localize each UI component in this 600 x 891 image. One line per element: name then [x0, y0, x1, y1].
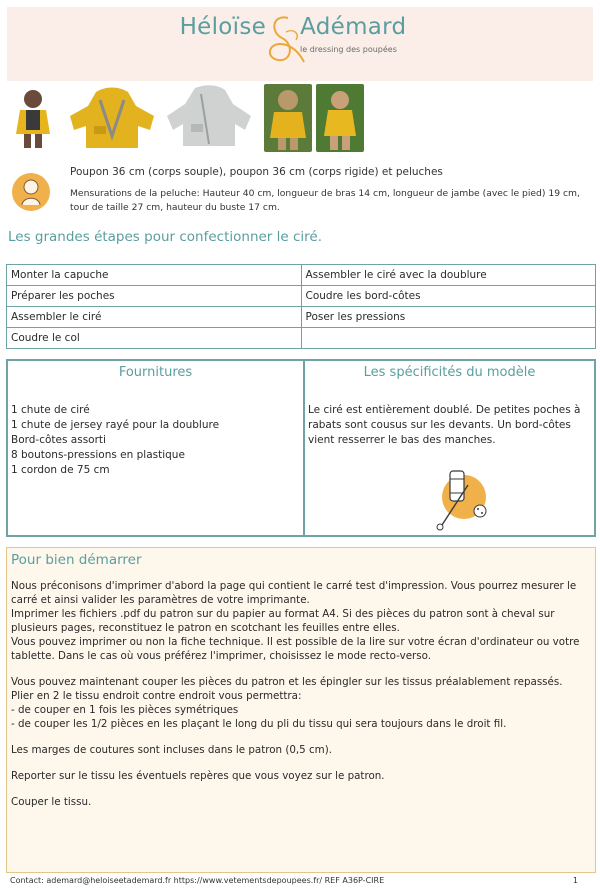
brand-right: Adémard	[300, 14, 407, 40]
paragraph: - de couper en 1 fois les pièces symétriques	[11, 704, 239, 716]
paragraph: Vous pouvez imprimer ou non la fiche technique. Il est possible de la lire sur votre écran d'ordinateur ou votre tablette. Dans le cas où vous préférez l'imprimer, choisissez le mode recto-verso.	[11, 636, 580, 662]
paragraph: Plier en 2 le tissu endroit contre endroit vous permettra:	[11, 690, 302, 702]
table-row	[7, 265, 596, 286]
getting-started-title: Pour bien démarrer	[11, 552, 142, 568]
step-cell	[301, 328, 596, 349]
doll-sizes-text: Poupon 36 cm (corps souple), poupon 36 cm (corps rigide) et peluches	[70, 166, 443, 178]
step-cell: Poser les pressions	[301, 307, 596, 328]
photo-doll-yellow-coat	[10, 86, 56, 152]
doll-size-icon	[11, 172, 51, 212]
footer-contact: Contact: ademard@heloiseetademard.fr https://www.vetementsdepoupees.fr/ REF A36P-CIRE	[10, 876, 385, 885]
photo-plush-yellow-coat	[264, 84, 312, 152]
getting-started-box	[6, 547, 596, 873]
plush-measurements-text: Mensurations de la peluche: Hauteur 40 cm, longueur de bras 14 cm, longueur de jambe (avec le pied) 19 cm, tour de taille 27 cm, hauteur du buste 17 cm.	[70, 188, 580, 213]
brand-name	[0, 14, 586, 40]
paragraph: Couper le tissu.	[11, 796, 92, 808]
list-item: 1 chute de jersey rayé pour la doublure	[11, 419, 220, 431]
photo-doll-garden	[316, 84, 364, 152]
footer	[10, 876, 590, 885]
table-row	[7, 328, 596, 349]
supplies-title: Fournitures	[118, 365, 193, 380]
brand-left: Héloïse	[179, 14, 267, 40]
photo-grey-coat	[165, 84, 255, 150]
paragraph: - de couper les 1/2 pièces en les plaçant le long du pli du tissu qui sera toujours dans le droit fil.	[11, 718, 507, 730]
steps-table	[6, 264, 596, 349]
steps-title: Les grandes étapes pour confectionner le ciré.	[8, 229, 323, 245]
step-cell: Assembler le ciré avec la doublure	[301, 265, 596, 286]
brand-tagline: le dressing des poupées	[300, 45, 397, 54]
step-cell: Préparer les poches	[7, 286, 302, 307]
supplies-box	[6, 359, 596, 537]
page-number: 1	[572, 876, 578, 885]
step-cell: Assembler le ciré	[7, 307, 302, 328]
step-cell: Coudre le col	[7, 328, 302, 349]
getting-started-text	[11, 579, 589, 809]
specifics-title: Les spécificités du modèle	[363, 365, 536, 380]
paragraph: Vous pouvez maintenant couper les pièces du patron et les épingler sur les tissus préalablement repassés.	[11, 676, 563, 688]
list-item: 1 cordon de 75 cm	[11, 464, 110, 476]
list-item: 1 chute de ciré	[11, 404, 90, 416]
paragraph: Imprimer les fichiers .pdf du patron sur du papier au format A4. Si des pièces du patron sont à cheval sur plusieurs pages, reconstituez le patron en scotchant les feuilles entre elles.	[11, 608, 555, 634]
list-item: 8 boutons-pressions en plastique	[11, 449, 185, 461]
paragraph-emphasis: Les marges de coutures sont incluses dans le patron (0,5 cm).	[11, 744, 332, 756]
list-item: Bord-côtes assorti	[11, 434, 106, 446]
column-divider	[303, 361, 305, 535]
table-row	[7, 286, 596, 307]
supplies-list	[11, 403, 296, 478]
step-cell: Coudre les bord-côtes	[301, 286, 596, 307]
photo-yellow-coat-open	[66, 86, 158, 152]
sewing-tools-icon	[428, 465, 496, 531]
specifics-text: Le ciré est entièrement doublé. De petites poches à rabats sont cousus sur les devants. Un bord-côtes vient resserrer le bas des manches.	[308, 404, 581, 446]
paragraph: Nous préconisons d'imprimer d'abord la page qui contient le carré test d'impression. Vous pourrez mesurer le carré et ainsi valider les paramètres de votre imprimante.	[11, 580, 577, 606]
step-cell: Monter la capuche	[7, 265, 302, 286]
table-row	[7, 307, 596, 328]
paragraph: Reporter sur le tissu les éventuels repères que vous voyez sur le patron.	[11, 770, 385, 782]
